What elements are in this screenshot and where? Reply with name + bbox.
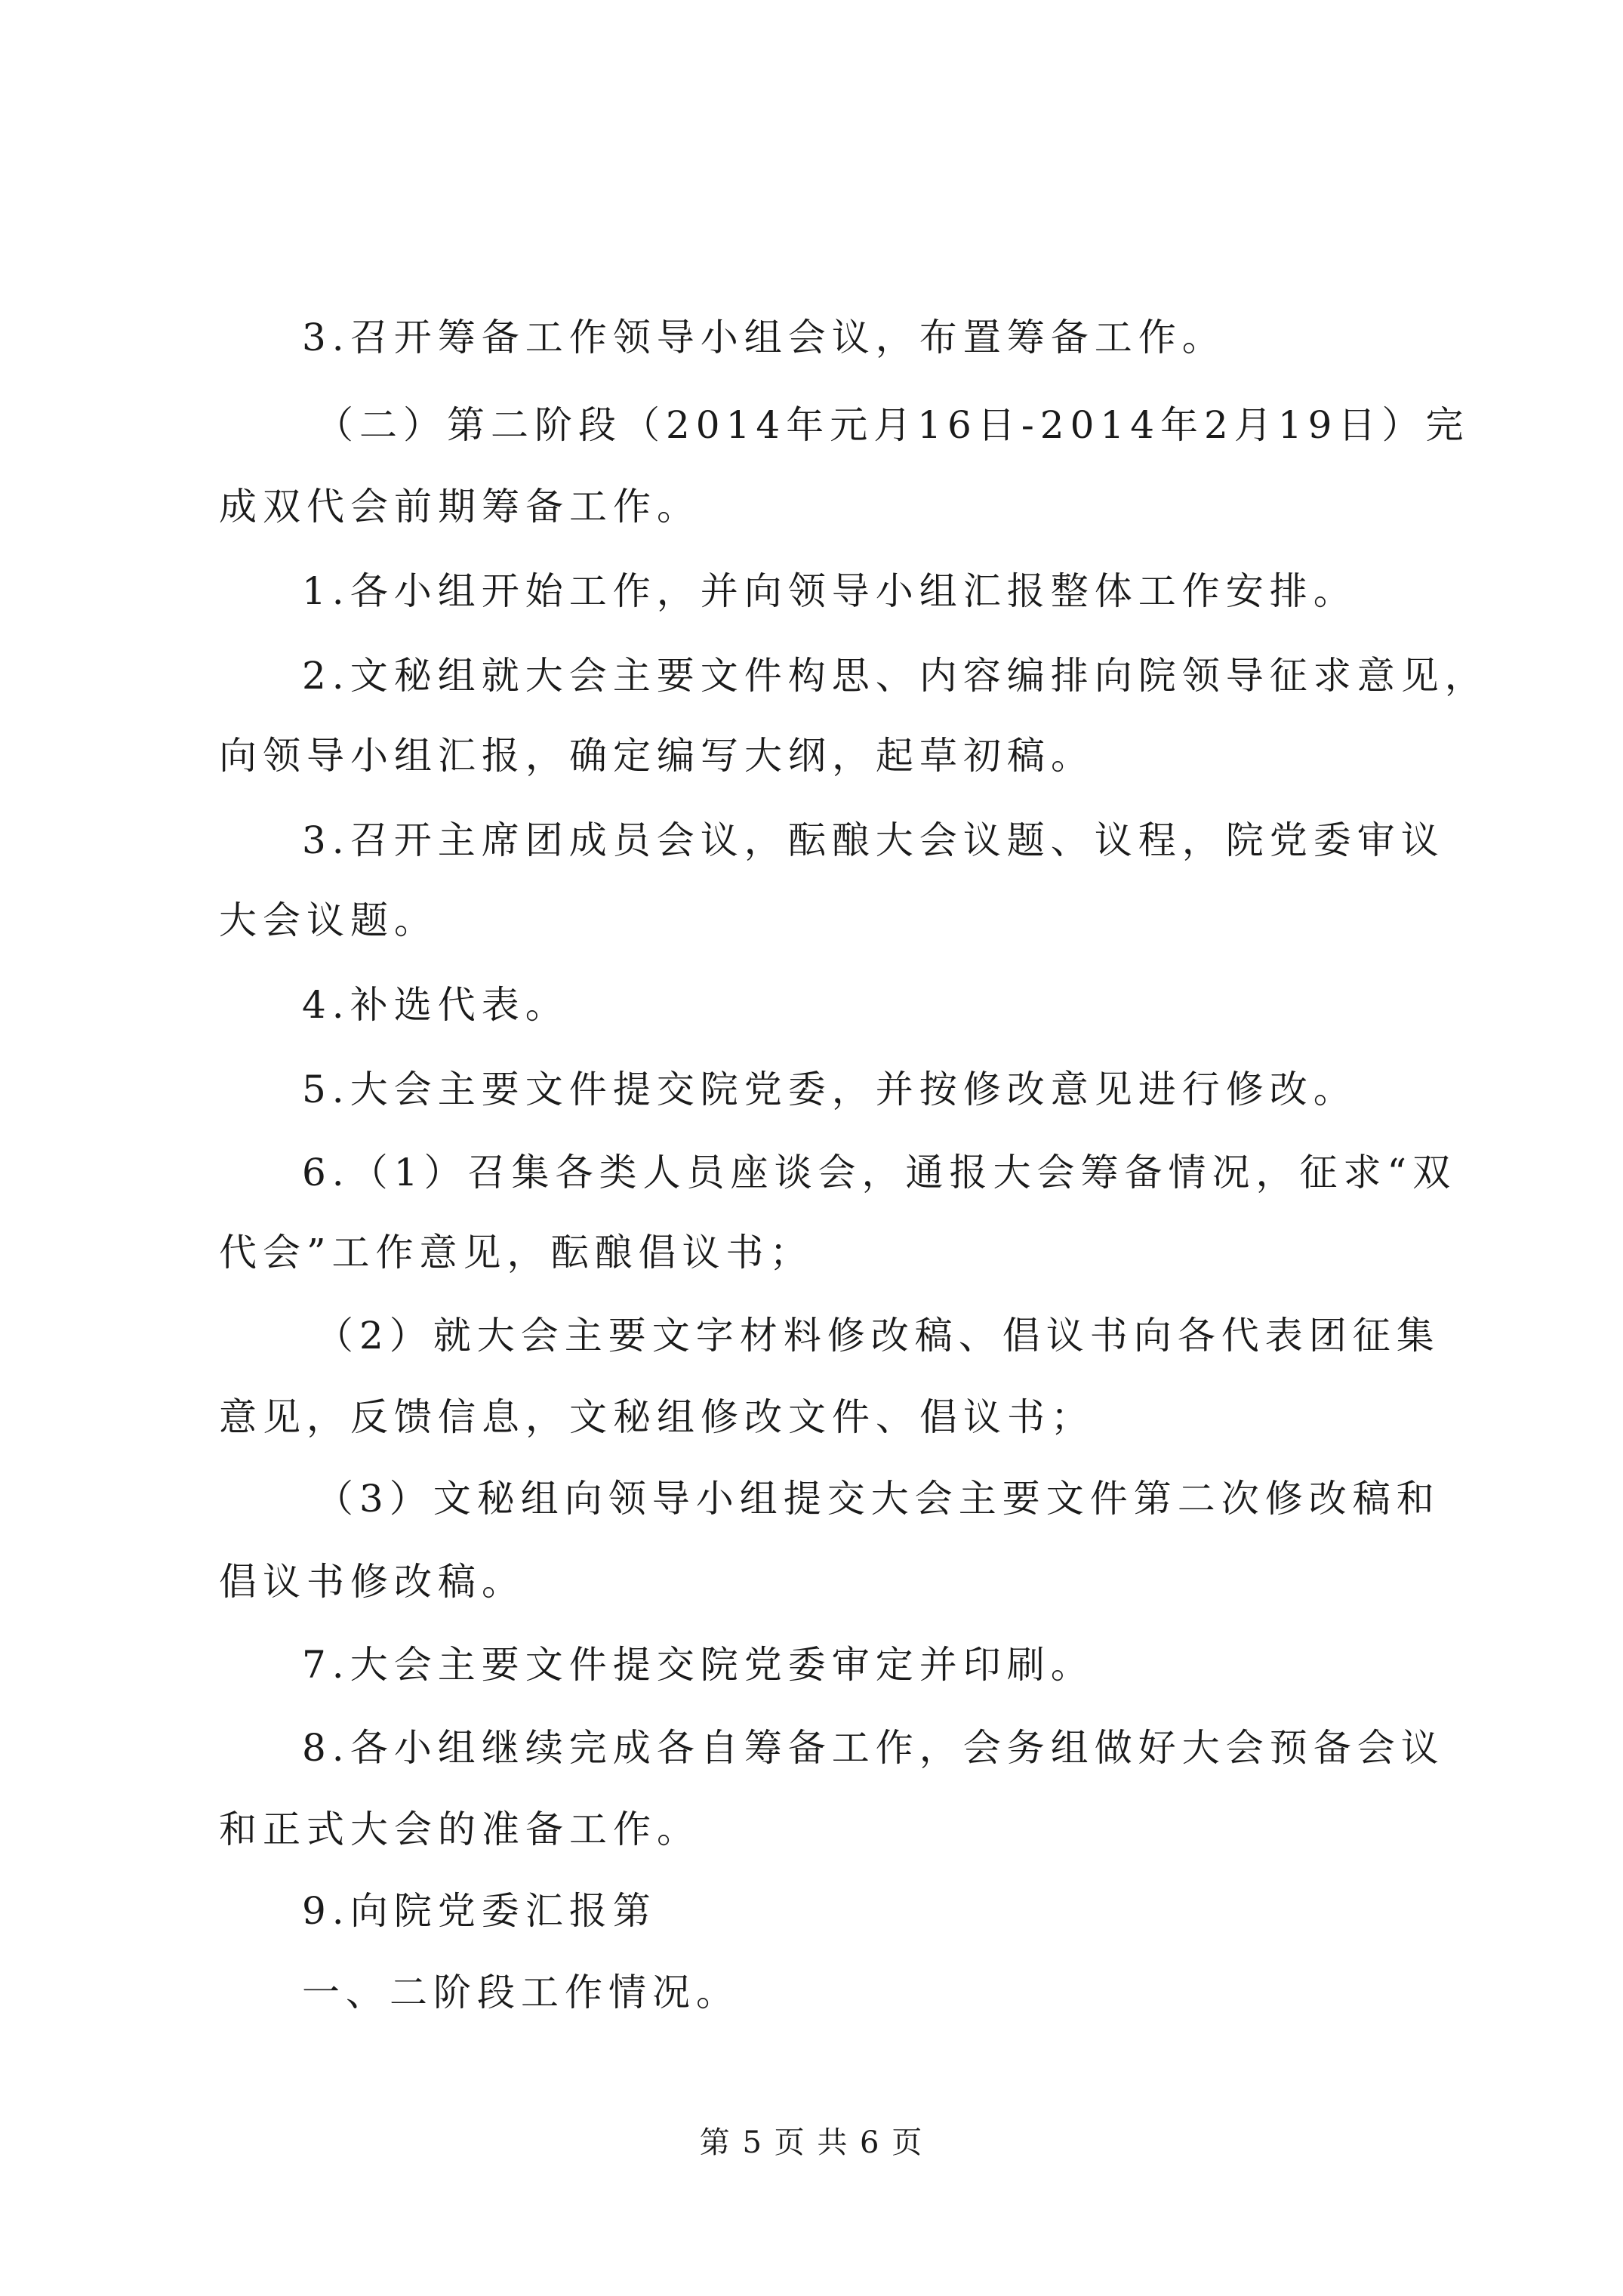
paragraph-line: 7.大会主要文件提交院党委审定并印刷。 [302,1643,1095,1687]
page-number-footer: 第 5 页 共 6 页 [699,2125,924,2160]
paragraph-line: 3.召开筹备工作领导小组会议，布置筹备工作。 [302,316,1226,359]
paragraph-line: 5.大会主要文件提交院党委，并按修改意见进行修改。 [302,1068,1357,1111]
paragraph-line: 9.向院党委汇报第 [302,1889,657,1933]
paragraph-line: 8.各小组继续完成各自筹备工作，会务组做好大会预备会议 [302,1726,1445,1770]
paragraph-line: 1.各小组开始工作，并向领导小组汇报整体工作安排。 [302,569,1357,613]
paragraph-line: 6.（1）召集各类人员座谈会，通报大会筹备情况，征求“双 [302,1151,1457,1194]
paragraph-line: （2）就大会主要文字材料修改稿、倡议书向各代表团征集 [316,1314,1440,1358]
paragraph-line: 一、二阶段工作情况。 [302,1971,740,2014]
paragraph-line: （3）文秘组向领导小组提交大会主要文件第二次修改稿和 [316,1477,1440,1521]
paragraph-line: 3.召开主席团成员会议，酝酿大会议题、议程，院党委审议 [302,818,1445,862]
paragraph-line: 意见，反馈信息，文秘组修改文件、倡议书； [219,1395,1095,1439]
paragraph-line: （二）第二阶段（2014年元月16日-2014年2月19日）完 [316,403,1470,447]
paragraph-line: 倡议书修改稿。 [219,1560,525,1604]
paragraph-line: 成双代会前期筹备工作。 [219,485,701,529]
paragraph-line: 大会议题。 [219,898,438,942]
paragraph-line: 向领导小组汇报，确定编写大纲，起草初稿。 [219,734,1095,778]
paragraph-line: 代会”工作意见，酝酿倡议书； [219,1231,814,1274]
paragraph-line: 4.补选代表。 [302,983,569,1027]
paragraph-line: 和正式大会的准备工作。 [219,1808,701,1851]
paragraph-line: 2.文秘组就大会主要文件构思、内容编排向院领导征求意见， [302,654,1489,698]
